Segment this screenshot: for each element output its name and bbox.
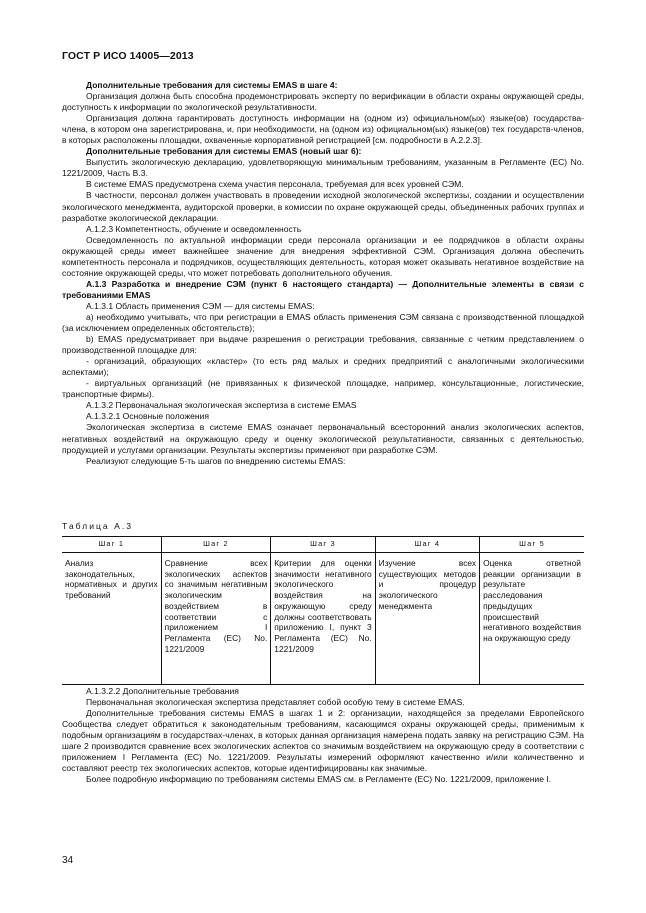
table-cell bbox=[480, 553, 584, 685]
table-header-cell: Шаг 5 bbox=[480, 537, 584, 553]
table-cell bbox=[161, 553, 271, 685]
section-heading: Дополнительные требования для системы EMAS (новый шаг 6): bbox=[86, 146, 362, 157]
paragraph: Дополнительные требования системы EMAS в шагах 1 и 2: организации, находящейся за пределами Европейского Сообщества следует обратиться к законодательным требованиям, касающимся охраны окружающей среды, применимым к подобным организациям в государствах-членах, в которых данная организация намерена подать заявку на регистрацию СЭМ. На шаге 2 производится сравнение всех экологических аспектов со значимым воздействием на окружающую среду в соответствии с приложением I Регламента (ЕС) No. 1221/2009. Результаты измерений оформляют качественно и/или количественно и составляют реестр тех экологических аспектов, которые идентифицированы как значимые. bbox=[62, 708, 584, 774]
paragraph: Осведомленность по актуальной информации среди персонала организации и ее подрядчиков в области охраны окружающей среды имеет важнейшее значение для внедрения эффективной СЭМ. Организация должна обеспечить компетентность персонала и подрядчиков, осуществляющих деятельность, которая может оказывать негативное воздействие на состояние окружающей среды, что может потребовать дополнительного обучения. bbox=[62, 234, 584, 278]
paragraph: В системе EMAS предусмотрена схема участия персонала, требуемая для всех уровней СЭМ. bbox=[86, 179, 464, 190]
paragraph: В частности, персонал должен участвовать в проведении исходной экологической экспертизы, создании и осуществлении экологического менеджмента, аудиторской проверки, в комиссии по охране окружающей среды, объединенных рабочих группах и разработке экологической декларации. bbox=[62, 190, 584, 223]
table-header-cell: Шаг 3 bbox=[271, 537, 375, 553]
table-header-cell: Шаг 1 bbox=[62, 537, 161, 553]
table-cell-text: Сравнение всех экологических аспектов со значимым негативным экологическим воздействием в соответствии с приложением I Регламента (ЕС) No. 1221/2009 bbox=[164, 558, 268, 654]
table-cell bbox=[62, 553, 161, 685]
list-item: - организаций, образующих «кластер» (то есть ряд малых и средних предприятий с аналогичными экологическими аспектами); bbox=[62, 356, 584, 378]
list-item: а) необходимо учитывать, что при регистрации в EMAS область применения СЭМ связана с производственной площадкой (за исключением определенных обстоятельств); bbox=[62, 311, 584, 334]
subsection-title: А.1.3.2.1 Основные положения bbox=[86, 411, 210, 422]
list-item: - виртуальных организаций (не привязанных к физической площадке, например, консультационные, логистические, транспортные фирмы). bbox=[62, 378, 584, 400]
paragraph: Первоначальная экологическая экспертиза представляет собой особую тему в системе EMAS. bbox=[86, 697, 465, 708]
table-caption: Таблица А.3 bbox=[62, 521, 133, 531]
page-number: 34 bbox=[62, 855, 74, 866]
table-cell-text: Изучение всех существующих методов и процедур экологического менеджмента bbox=[378, 558, 477, 611]
body-text-lower bbox=[62, 686, 584, 785]
paragraph: Организация должна быть способна продемонстрировать эксперту по верификации в области охраны окружающей среды, доступность к информации по экологической результативности. bbox=[62, 91, 584, 113]
subsection-title: А.1.3.2 Первоначальная экологическая экспертиза в системе EMAS bbox=[86, 400, 357, 411]
body-text-upper bbox=[62, 80, 584, 467]
table-header-cell: Шаг 2 bbox=[161, 537, 271, 553]
table-cell bbox=[271, 553, 375, 685]
steps-table bbox=[62, 536, 584, 685]
subsection-title: А.1.3.2.2 Дополнительные требования bbox=[86, 686, 239, 696]
section-heading: А.1.3 Разработка и внедрение СЭМ (пункт 6 настоящего стандарта) — Дополнительные элементы в связи с требованиями EMAS bbox=[62, 278, 584, 300]
subsection-title: А.1.2.3 Компетентность, обучение и осведомленность bbox=[86, 223, 302, 234]
page-header-title: ГОСТ Р ИСО 14005—2013 bbox=[62, 50, 194, 62]
paragraph: Экологическая экспертиза в системе EMAS означает первоначальный всесторонний анализ экологических аспектов, негативных воздействий на окружающую среду и оценку экологической результативности, связанных с деятельностью, продукцией и услугами организации. Результаты экспертизы применяют при разработке СЭМ. bbox=[62, 422, 584, 455]
paragraph: Реализуют следующие 5-ть шагов по внедрению системы EMAS: bbox=[86, 455, 346, 466]
table-cell-text: Критерии для оценки значимости негативного экологического воздействия на окружающую среду должны соответствовать приложению I, пункт 3 Регламента (ЕС) No. 1221/2009 bbox=[274, 558, 372, 654]
table-header-cell: Шаг 4 bbox=[375, 537, 479, 553]
table-cell bbox=[375, 553, 479, 685]
paragraph: Организация должна гарантировать доступность информации на (одном из) официальном(ых) языке(ов) государства-члена, в котором она зарегистрирована, и, при необходимости, на (одном из) официальном(ых) языке(ов) тех государств-членов, в которых расположены площадки, охваченные корпоративной регистрацией [см. подробности в А.2.2.3]. bbox=[62, 113, 584, 146]
table-header-row bbox=[62, 537, 584, 553]
subsection-title: А.1.3.1 Область применения СЭМ — для системы EMAS: bbox=[86, 300, 315, 311]
paragraph: Выпустить экологическую декларацию, удовлетворяющую минимальным требованиям, указанным в Регламенте (ЕС) No. 1221/2009, Часть В.3. bbox=[62, 157, 584, 179]
list-item: b) EMAS предусматривает при выдаче разрешения о регистрации требования, связанные с четким представлением о производственной площадке для: bbox=[62, 334, 584, 356]
table-cell-text: Оценка ответной реакции организации в результате расследования предыдущих происшествий негативного воздействия на окружающую среду bbox=[483, 558, 581, 643]
section-heading: Дополнительные требования для системы EMAS в шаге 4: bbox=[86, 80, 338, 90]
paragraph: Более подробную информацию по требованиям системы EMAS см. в Регламенте (ЕС) No. 1221/2009, приложение I. bbox=[86, 774, 552, 785]
table-row bbox=[62, 553, 584, 685]
table-cell-text: Анализ законодательных, нормативных и других требований bbox=[65, 558, 158, 601]
